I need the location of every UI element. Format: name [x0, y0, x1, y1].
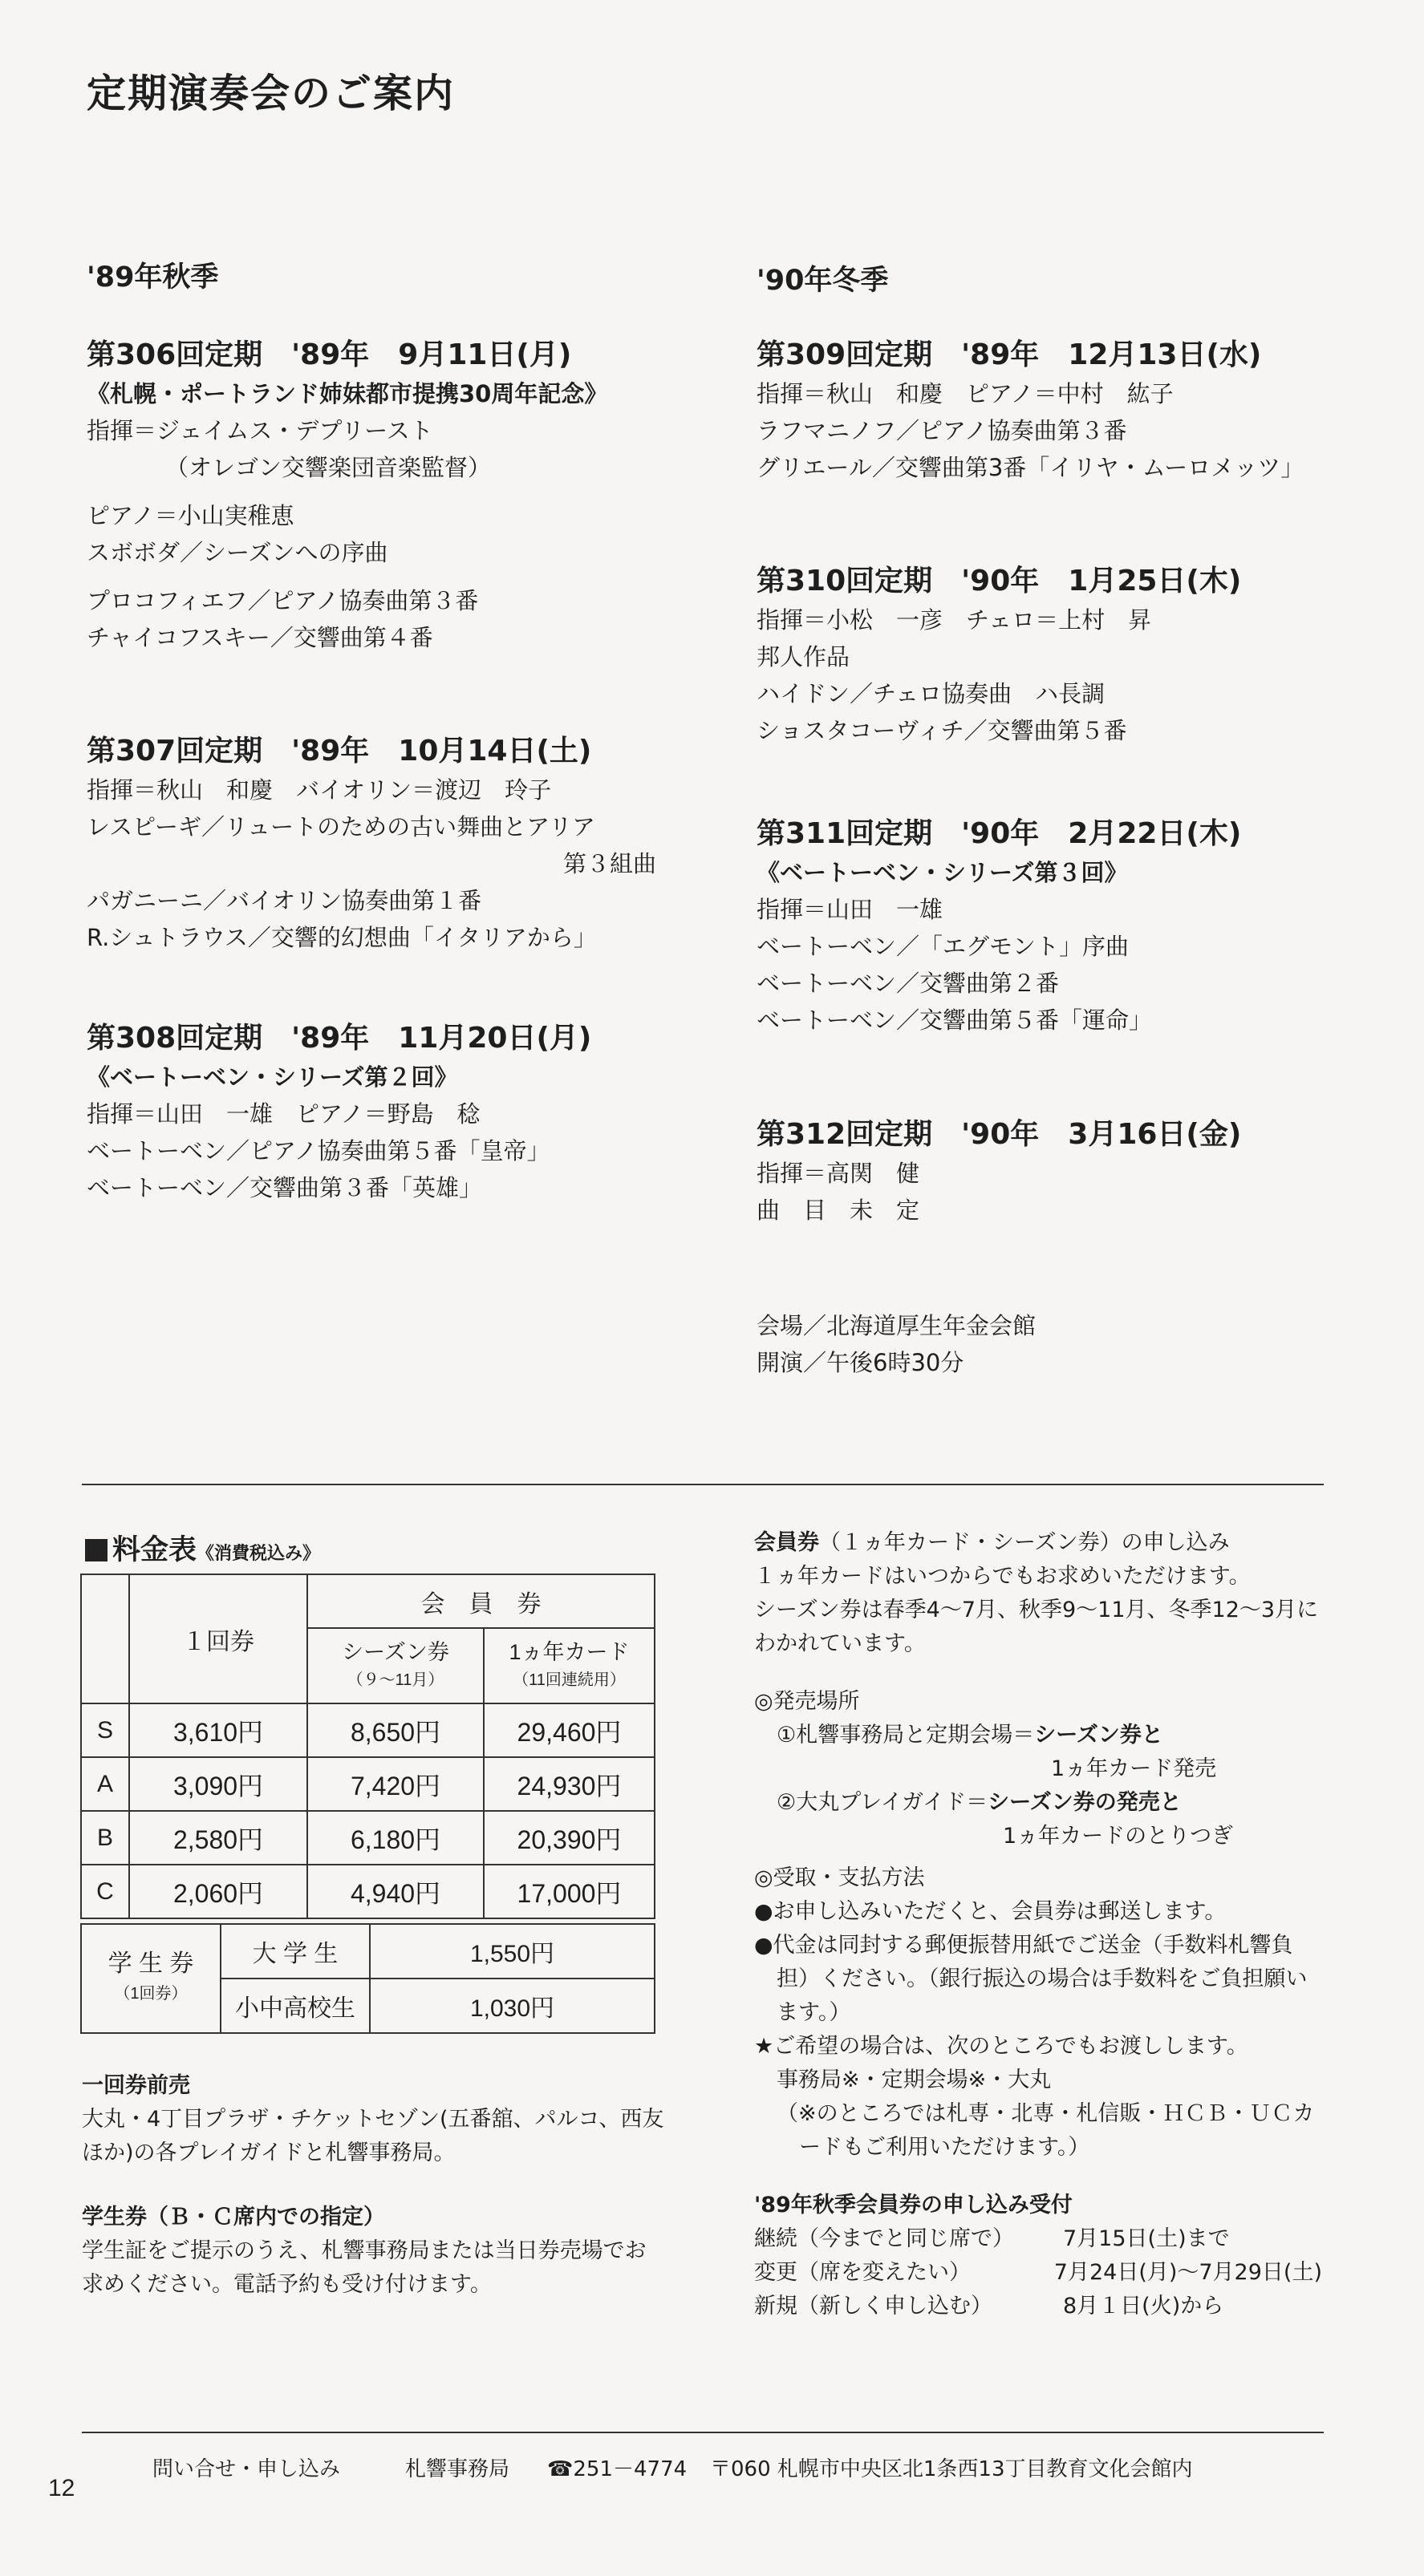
seat-class: S	[81, 1703, 129, 1757]
acceptance-date: 7月15日(土)まで	[1063, 2226, 1230, 2251]
season-heading-winter: '90年冬季	[757, 265, 889, 297]
concert-block	[757, 814, 1241, 1039]
acceptance-row	[754, 2256, 1322, 2290]
concert-subtitle: 《ベートーベン・シリーズ第２回》	[87, 1063, 458, 1091]
concert-detail: ベートーベン／交響曲第５番「運命」	[757, 1007, 1153, 1034]
concert-detail: ピアノ＝小山実稚恵	[87, 502, 294, 529]
concert-detail: ショスタコーヴィチ／交響曲第５番	[757, 717, 1127, 744]
price-year: 17,000円	[484, 1865, 655, 1918]
note-heading: 一回券前売	[82, 2073, 190, 2098]
concert-subtitle: 《札幌・ポートランド姉妹都市提携30周年記念》	[87, 380, 608, 407]
note-body: 大丸・4丁目プラザ・チケットセゾン(五番舘、パルコ、西友ほか)の各プレイガイドと札響事務局。	[82, 2107, 664, 2165]
concert-block	[87, 1019, 591, 1206]
concert-block	[757, 1115, 1241, 1229]
fee-table	[80, 1574, 655, 1919]
price-single: 3,610円	[129, 1703, 307, 1757]
concert-detail: 指揮＝秋山 和慶 ピアノ＝中村 紘子	[757, 380, 1174, 407]
acceptance-row	[754, 2222, 1322, 2256]
student-ticket-table	[80, 1923, 655, 2034]
concert-heading: 第306回定期 '89年 9月11日(月)	[87, 338, 572, 371]
concert-heading: 第310回定期 '90年 1月25日(木)	[757, 565, 1242, 597]
square-bullet-icon	[85, 1539, 108, 1561]
concert-detail: R.シュトラウス／交響的幻想曲「イタリアから」	[87, 924, 597, 951]
page-title: 定期演奏会のご案内	[87, 71, 456, 116]
venue-info	[757, 1307, 1036, 1381]
concert-detail: レスピーギ／リュートのための古い舞曲とアリア	[87, 813, 595, 840]
tax-note: 《消費税込み》	[197, 1544, 321, 1564]
year-card-header: 1ヵ年カード （11回連続用）	[484, 1628, 655, 1703]
concert-detail: スボボダ／シーズンへの序曲	[87, 539, 388, 566]
concert-detail: 指揮＝秋山 和慶 バイオリン＝渡辺 玲子	[87, 776, 552, 804]
concert-detail: ラフマニノフ／ピアノ協奏曲第３番	[757, 417, 1127, 444]
seat-class: A	[81, 1757, 129, 1811]
price-single: 2,060円	[129, 1865, 307, 1918]
concert-heading: 第311回定期 '90年 2月22日(木)	[757, 817, 1242, 850]
note-heading: 学生券（Ｂ・Ｃ席内での指定）	[82, 2205, 385, 2230]
sale-location-heading: ◎発売場所	[754, 1689, 860, 1714]
concert-detail: 曲 目 未 定	[757, 1197, 920, 1224]
section-divider	[82, 1484, 1324, 1485]
price-single: 3,090円	[129, 1757, 307, 1811]
concert-detail: ベートーベン／ピアノ協奏曲第５番「皇帝」	[87, 1137, 550, 1164]
fee-row	[81, 1865, 655, 1918]
venue-place: 会場／北海道厚生年金会館	[757, 1312, 1037, 1339]
concert-detail: 指揮＝山田 一雄	[757, 896, 943, 923]
acceptance-type: 継続（今までと同じ席で）	[754, 2226, 1014, 2251]
concert-detail: （オレゴン交響楽団音楽監督）	[165, 454, 492, 481]
student-row-price: 1,030円	[370, 1979, 655, 2033]
concert-detail: 指揮＝高関 健	[757, 1160, 920, 1187]
footer-divider	[82, 2432, 1324, 2433]
student-row-price: 1,550円	[370, 1924, 655, 1979]
price-year: 20,390円	[484, 1811, 655, 1865]
concert-detail: 第３組曲	[562, 850, 656, 877]
concert-detail: プロコフィエフ／ピアノ協奏曲第３番	[87, 587, 479, 614]
season-heading-autumn: '89年秋季	[87, 261, 219, 294]
acceptance-type: 変更（席を変えたい）	[754, 2260, 971, 2285]
concert-detail: 邦人作品	[757, 643, 850, 670]
student-row-label: 大 学 生	[221, 1924, 370, 1979]
acceptance-date: 7月24日(月)～7月29日(土)	[1053, 2260, 1322, 2285]
price-season: 7,420円	[307, 1757, 484, 1811]
page-number: 12	[48, 2475, 75, 2501]
seat-class: B	[81, 1811, 129, 1865]
season-ticket-header: シーズン券 （９～11月）	[307, 1628, 484, 1703]
concert-detail: 指揮＝ジェイムス・デプリースト	[87, 417, 433, 444]
concert-block	[87, 731, 656, 956]
concert-detail: パガニーニ／バイオリン協奏曲第１番	[87, 887, 482, 914]
concert-detail: グリエール／交響曲第3番「イリヤ・ムーロメッツ」	[757, 454, 1304, 481]
single-ticket-header: １回券	[129, 1574, 307, 1703]
fee-row	[81, 1757, 655, 1811]
price-year: 24,930円	[484, 1757, 655, 1811]
payment-heading: ◎受取・支払方法	[754, 1865, 925, 1890]
footer-office: 札響事務局	[405, 2457, 510, 2481]
student-ticket-label: 学 生 券 （1回券）	[81, 1924, 221, 2033]
acceptance-row	[754, 2290, 1322, 2323]
footer-address: 〒060 札幌市中央区北1条西13丁目教育文化会館内	[710, 2457, 1193, 2481]
acceptance-date: 8月１日(火)から	[1063, 2294, 1224, 2319]
membership-info: 会員券（１ヵ年カード・シーズン券）の申し込み １ヵ年カードはいつからでもお求めいただけます。 シーズン券は春季4～7月、秋季9～11月、冬季12～3月にわかれています。 ◎発売場所 ①札響事務局と定期会場＝シーズン券と 1ヵ年カード発売 ②大丸プレイガイド＝シーズン券の発売と 1ヵ年カードのとりつぎ ◎受取・支払方法 ●お申し込みいただくと、会員券は郵送します。 ●代金は同封する郵便振替用紙でご送金（手数料札響負担）ください。（銀行振込の場合は手数料をご負担願います。） ★ご希望の場合は、次のところでもお渡しします。 事務局※・定期会場※・大丸 （※のところでは札専・北専・札信販・ＨＣＢ・ＵＣカードもご利用いただけます。） '89年秋季会員券の申し込み受付 継続（今までと同じ席で） 7月15日(土)まで 変更（席を変えたい） 7月24日(月)～7月29日(土) 新規（新しく申し込む） 8月１日(火)から	[754, 1526, 1322, 2323]
fee-row	[81, 1811, 655, 1865]
concert-block	[87, 335, 607, 656]
concert-detail: 指揮＝小松 一彦 チェロ＝上村 昇	[757, 606, 1152, 634]
note-body: 学生証をご提示のうえ、札響事務局または当日券売場でお求めください。電話予約も受け付けます。	[82, 2238, 647, 2297]
concert-block	[757, 335, 1304, 486]
concert-heading: 第309回定期 '89年 12月13日(水)	[757, 338, 1262, 371]
concert-detail: ベートーベン／交響曲第３番「英雄」	[87, 1174, 483, 1201]
footer-inquiry: 問い合せ・申し込み	[152, 2457, 341, 2481]
concert-heading: 第307回定期 '89年 10月14日(土)	[87, 735, 592, 768]
concert-detail: ベートーベン／「エグモント」序曲	[757, 933, 1130, 960]
member-ticket-header: 会 員 券	[307, 1574, 655, 1628]
acceptance-heading: '89年秋季会員券の申し込み受付	[754, 2193, 1073, 2218]
concert-heading: 第308回定期 '89年 11月20日(月)	[87, 1022, 592, 1055]
venue-time: 開演／午後6時30分	[757, 1349, 964, 1376]
footer-tel: ☎251－4774	[547, 2457, 688, 2481]
price-season: 8,650円	[307, 1703, 484, 1757]
acceptance-type: 新規（新しく申し込む）	[754, 2294, 992, 2319]
price-single: 2,580円	[129, 1811, 307, 1865]
concert-heading: 第312回定期 '90年 3月16日(金)	[757, 1118, 1242, 1151]
fee-row	[81, 1703, 655, 1757]
concert-block	[757, 561, 1241, 749]
price-year: 29,460円	[484, 1703, 655, 1757]
concert-detail: ベートーベン／交響曲第２番	[757, 970, 1060, 997]
seat-class: C	[81, 1865, 129, 1918]
concert-subtitle: 《ベートーベン・シリーズ第３回》	[757, 859, 1128, 886]
price-season: 4,940円	[307, 1865, 484, 1918]
member-ticket-label: 会員券	[754, 1530, 819, 1555]
concert-detail: チャイコフスキー／交響曲第４番	[87, 624, 433, 651]
student-row-label: 小中高校生	[221, 1979, 370, 2033]
concert-detail: 指揮＝山田 一雄 ピアノ＝野島 稔	[87, 1100, 481, 1128]
concert-detail: ハイドン／チェロ協奏曲 ハ長調	[757, 680, 1106, 707]
price-season: 6,180円	[307, 1811, 484, 1865]
fee-table-title: 料金表《消費税込み》	[85, 1528, 320, 1568]
notes-section	[82, 2069, 667, 2302]
acceptance-schedule	[754, 2222, 1322, 2323]
